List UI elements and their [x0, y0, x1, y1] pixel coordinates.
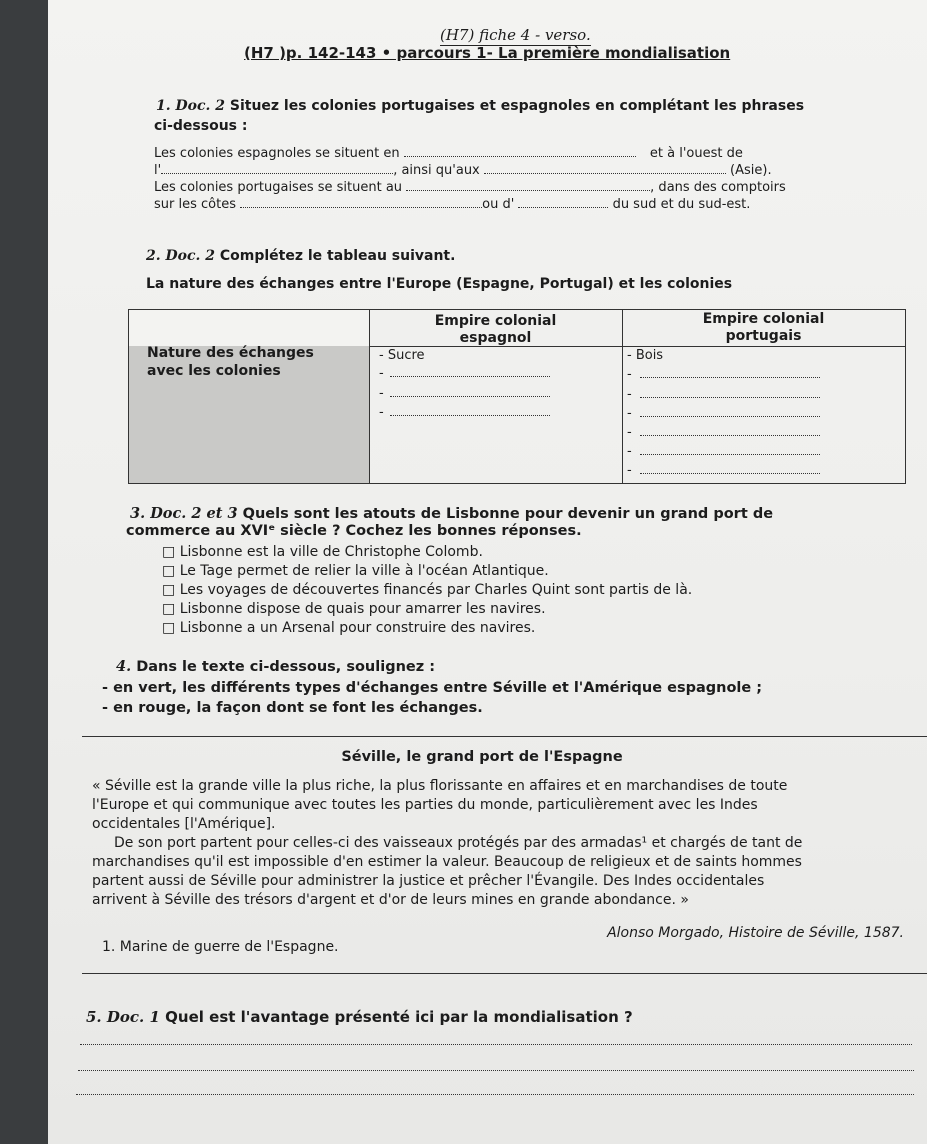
- checkbox-icon[interactable]: □: [162, 620, 176, 636]
- col2-blank[interactable]: [640, 377, 820, 378]
- text-line: arrivent à Séville des trésors d'argent et d'or de leurs mines en grande abondance. »: [92, 892, 689, 908]
- q3-option-text: Lisbonne est la ville de Christophe Colomb.: [179, 544, 483, 560]
- col1-item-text: -: [379, 386, 384, 401]
- q4-text: Dans le texte ci-dessous, soulignez :: [136, 659, 436, 675]
- col1-item: [379, 348, 425, 363]
- page-title: (H7 )p. 142-143 • parcours 1- La première mondialisation: [244, 44, 731, 62]
- q1-heading: [156, 98, 804, 114]
- q3-option[interactable]: [162, 601, 546, 617]
- q1-sentence-3: [154, 180, 786, 195]
- text-line: occidentales [l'Amérique].: [92, 816, 276, 832]
- q1-sentence-1: [154, 146, 743, 161]
- blank-2[interactable]: [161, 173, 393, 174]
- q1-s4a: sur les côtes: [154, 197, 236, 212]
- q1-s2c: (Asie).: [730, 163, 772, 178]
- row-header: [147, 344, 314, 380]
- q3-text-line2: commerce au XVIᵉ siècle ? Cochez les bonnes réponses.: [126, 523, 582, 539]
- q1-s4b: ou d': [482, 197, 515, 212]
- col1-item-text: - Sucre: [379, 348, 425, 363]
- q2-subtitle: La nature des échanges entre l'Europe (Espagne, Portugal) et les colonies: [146, 276, 733, 292]
- q3-doc-ref: Doc. 2 et 3: [150, 505, 238, 522]
- q3-option-text: Le Tage permet de relier la ville à l'océan Atlantique.: [179, 563, 549, 579]
- blank-1[interactable]: [404, 156, 636, 157]
- text-footnote: 1. Marine de guerre de l'Espagne.: [102, 939, 339, 955]
- q5-number: 5.: [86, 1008, 102, 1026]
- q3-option[interactable]: [162, 582, 692, 598]
- seville-text-box: [82, 736, 927, 974]
- row-header-line1: Nature des échanges: [147, 345, 314, 361]
- col2-header-line2: portugais: [725, 328, 802, 344]
- q2-number: 2.: [146, 248, 161, 264]
- q1-sentence-2: [154, 163, 772, 178]
- col1-blank[interactable]: [390, 415, 550, 416]
- col2-header-line1: Empire colonial: [702, 311, 825, 327]
- exchange-table: [128, 309, 906, 484]
- q1-text-line2: ci-dessous :: [154, 118, 248, 134]
- col2-item-text: -: [627, 387, 632, 402]
- col2-blank[interactable]: [640, 416, 820, 417]
- col2-item-text: -: [627, 463, 632, 478]
- col2-item-text: -: [627, 444, 632, 459]
- col1-blank[interactable]: [390, 376, 550, 377]
- q3-option[interactable]: [162, 563, 549, 579]
- col2-item-text: -: [627, 406, 632, 421]
- q1-sentence-4: [154, 197, 750, 212]
- q3-option[interactable]: [162, 620, 535, 636]
- col2-item: [627, 348, 663, 363]
- q4-line-red: - en rouge, la façon dont se font les échanges.: [102, 700, 483, 716]
- q1-s2a: l': [154, 163, 162, 178]
- q2-doc-ref: Doc. 2: [165, 248, 215, 264]
- q2-text: Complétez le tableau suivant.: [219, 248, 456, 264]
- text-box-title: Séville, le grand port de l'Espagne: [341, 749, 623, 765]
- checkbox-icon[interactable]: □: [162, 544, 176, 560]
- col1-blank[interactable]: [390, 396, 550, 397]
- col2-blank[interactable]: [640, 454, 820, 455]
- q1-s4c: du sud et du sud-est.: [612, 197, 751, 212]
- blank-3[interactable]: [484, 173, 726, 174]
- blank-5[interactable]: [240, 207, 482, 208]
- row-header-line2: avec les colonies: [147, 363, 281, 379]
- col2-blank[interactable]: [640, 397, 820, 398]
- q3-text: Quels sont les atouts de Lisbonne pour devenir un grand port de: [242, 506, 774, 522]
- q5-doc-ref: Doc. 1: [106, 1008, 160, 1026]
- text-line: « Séville est la grande ville la plus riche, la plus florissante en affaires et en marchandises de toute: [92, 778, 788, 794]
- text-line: partent aussi de Séville pour administrer la justice et prêcher l'Évangile. Des Indes occidentales: [92, 873, 765, 889]
- q3-option[interactable]: [162, 544, 483, 560]
- answer-line[interactable]: [76, 1094, 914, 1095]
- col1-item-text: -: [379, 405, 384, 420]
- col2-item-text: -: [627, 425, 632, 440]
- q2-heading: [146, 248, 455, 264]
- col2-item[interactable]: [627, 425, 820, 440]
- col1-header: [369, 313, 622, 347]
- col2-item[interactable]: [627, 387, 820, 402]
- q5-text: Quel est l'avantage présenté ici par la mondialisation ?: [165, 1008, 633, 1026]
- q4-line-green: - en vert, les différents types d'échanges entre Séville et l'Amérique espagnole ;: [102, 680, 763, 696]
- q4-number: 4.: [116, 658, 132, 675]
- col2-item[interactable]: [627, 444, 820, 459]
- answer-line[interactable]: [78, 1070, 914, 1071]
- col1-item[interactable]: [379, 386, 550, 401]
- checkbox-icon[interactable]: □: [162, 563, 176, 579]
- checkbox-icon[interactable]: □: [162, 601, 176, 617]
- col1-item[interactable]: [379, 405, 550, 420]
- answer-line[interactable]: [80, 1044, 912, 1045]
- table-corner: [129, 310, 369, 346]
- col1-item[interactable]: [379, 366, 550, 381]
- q1-s1b: et à l'ouest de: [649, 146, 743, 161]
- col1-item-text: -: [379, 366, 384, 381]
- col2-item-text: -: [627, 367, 632, 382]
- text-line: De son port partent pour celles-ci des vaisseaux protégés par des armadas¹ et chargés de tant de: [114, 835, 803, 851]
- q1-s3a: Les colonies portugaises se situent au: [154, 180, 403, 195]
- checkbox-icon[interactable]: □: [162, 582, 176, 598]
- q1-s3b: , dans des comptoirs: [650, 180, 786, 195]
- handwritten-header: (H7) fiche 4 - verso.: [440, 26, 591, 44]
- text-source: Alonso Morgado, Histoire de Séville, 1587.: [607, 925, 904, 941]
- col2-item-text: - Bois: [627, 348, 664, 363]
- blank-6[interactable]: [518, 207, 608, 208]
- q1-s2b: , ainsi qu'aux: [393, 163, 480, 178]
- blank-4[interactable]: [406, 190, 650, 191]
- q3-option-text: Lisbonne a un Arsenal pour construire des navires.: [179, 620, 536, 636]
- col1-header-line2: espagnol: [459, 330, 532, 346]
- q3-option-text: Lisbonne dispose de quais pour amarrer les navires.: [179, 601, 546, 617]
- text-box-body: [92, 777, 922, 910]
- col2-blank[interactable]: [640, 473, 820, 474]
- q3-number: 3.: [130, 505, 146, 522]
- col2-header: [622, 311, 905, 345]
- q3-option-text: Les voyages de découvertes financés par Charles Quint sont partis de là.: [179, 582, 693, 598]
- col2-item[interactable]: [627, 406, 820, 421]
- text-line: marchandises qu'il est impossible d'en estimer la valeur. Beaucoup de religieux et de saints hommes: [92, 854, 802, 870]
- col2-item[interactable]: [627, 367, 820, 382]
- q3-heading: [130, 505, 773, 522]
- q1-number: 1.: [156, 98, 171, 114]
- q4-heading: [116, 658, 435, 675]
- text-line: l'Europe et qui communique avec toutes les parties du monde, particulièrement avec les Indes: [92, 797, 758, 813]
- q5-heading: [86, 1008, 633, 1026]
- q1-s1a: Les colonies espagnoles se situent en: [154, 146, 400, 161]
- q1-text: Situez les colonies portugaises et espagnoles en complétant les phrases: [229, 98, 805, 114]
- col2-blank[interactable]: [640, 435, 820, 436]
- col1-header-line1: Empire colonial: [434, 313, 557, 329]
- col2-item[interactable]: [627, 463, 820, 478]
- q1-doc-ref: Doc. 2: [175, 98, 225, 114]
